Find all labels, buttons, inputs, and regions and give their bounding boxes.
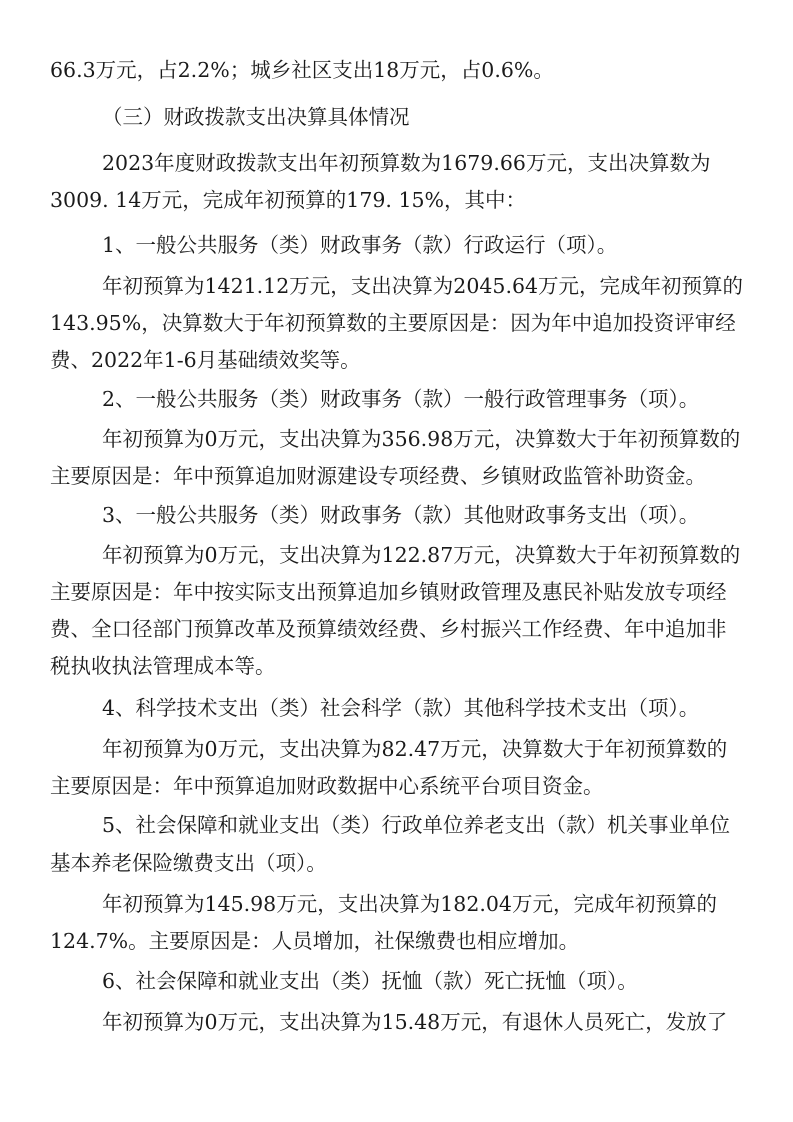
paragraph-line: 主要原因是：年中按实际支出预算追加乡镇财政管理及惠民补贴发放专项经 <box>50 580 727 604</box>
item-heading: 1、一般公共服务（类）财政事务（款）行政运行（项）。 <box>102 233 618 257</box>
paragraph-line: 2023年度财政拨款支出年初预算数为1679.66万元，支出决算数为 <box>102 151 711 175</box>
paragraph-line: 年初预算为0万元，支出决算为122.87万元，决算数大于年初预算数的 <box>102 543 741 567</box>
paragraph-line: 费、全口径部门预算改革及预算绩效经费、乡村振兴工作经费、年中追加非 <box>50 617 727 641</box>
item-heading-continuation: 基本养老保险缴费支出（项）。 <box>50 851 327 875</box>
paragraph-line: 主要原因是：年中预算追加财政数据中心系统平台项目资金。 <box>50 774 604 798</box>
section-heading: （三）财政拨款支出决算具体情况 <box>102 105 410 129</box>
paragraph-line: 年初预算为0万元，支出决算为15.48万元，有退休人员死亡，发放了 <box>102 1010 728 1034</box>
item-heading: 6、社会保障和就业支出（类）抚恤（款）死亡抚恤（项）。 <box>102 969 638 993</box>
item-heading: 5、社会保障和就业支出（类）行政单位养老支出（款）机关事业单位 <box>102 813 731 837</box>
paragraph-line: 税执收执法管理成本等。 <box>50 654 276 678</box>
item-heading: 2、一般公共服务（类）财政事务（款）一般行政管理事务（项）。 <box>102 387 700 411</box>
paragraph-line: 143.95%，决算数大于年初预算数的主要原因是：因为年中追加投资评审经 <box>50 311 736 335</box>
item-heading: 4、科学技术支出（类）社会科学（款）其他科学技术支出（项）。 <box>102 696 700 720</box>
text-line-continuation: 66.3万元，占2.2%；城乡社区支出18万元，占0.6%。 <box>50 58 554 82</box>
paragraph-line: 年初预算为145.98万元，支出决算为182.04万元，完成年初预算的 <box>102 892 717 916</box>
paragraph-line: 年初预算为0万元，支出决算为356.98万元，决算数大于年初预算数的 <box>102 427 741 451</box>
paragraph-line: 费、2022年1-6月基础绩效奖等。 <box>50 348 361 372</box>
item-heading: 3、一般公共服务（类）财政事务（款）其他财政事务支出（项）。 <box>102 503 700 527</box>
paragraph-line: 3009. 14万元，完成年初预算的179. 15%，其中： <box>50 188 527 212</box>
paragraph-line: 124.7%。主要原因是：人员增加，社保缴费也相应增加。 <box>50 929 580 953</box>
paragraph-line: 年初预算为0万元，支出决算为82.47万元，决算数大于年初预算数的 <box>102 737 728 761</box>
paragraph-line: 主要原因是：年中预算追加财源建设专项经费、乡镇财政监管补助资金。 <box>50 464 706 488</box>
paragraph-line: 年初预算为1421.12万元，支出决算为2045.64万元，完成年初预算的 <box>102 274 744 298</box>
